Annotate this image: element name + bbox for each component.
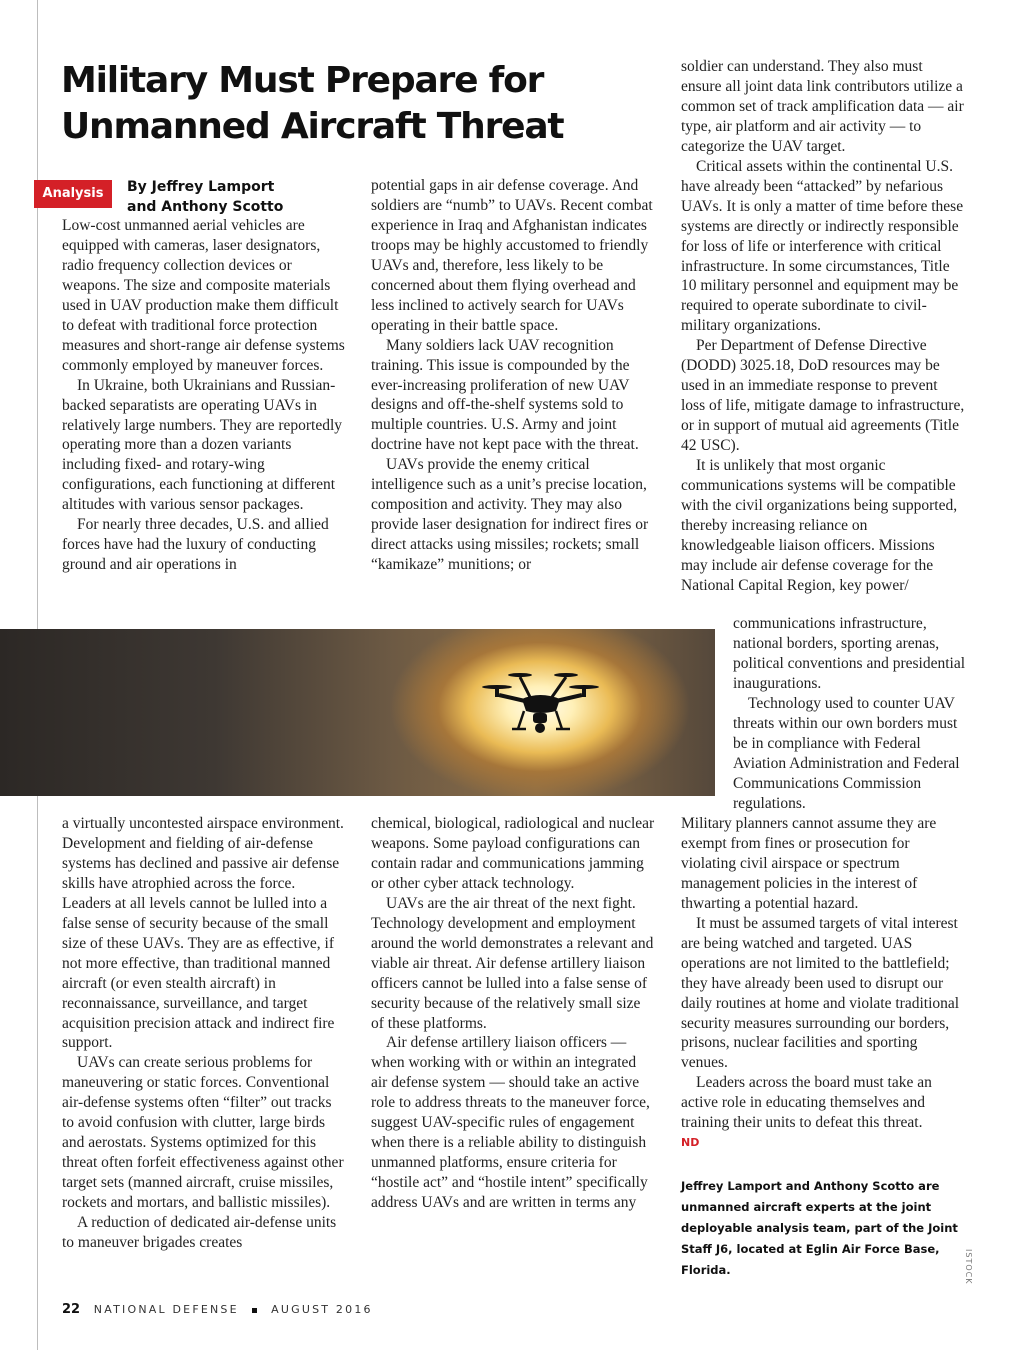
paragraph: chemical, biological, radiological and nuclear weapons. Some payload configurations can contain radar and communications jamming or other cyber attack technology. — [371, 815, 655, 892]
paragraph: Critical assets within the continental U.S. have already been “attacked” by nefarious UAVs. It is only a matter of time before these systems are directly or indirectly responsible for loss of life or interference with critical infrastructure. In some circumstances, Title 10 military personnel and equipment may be required to operate subordinate to civil-military organizations. — [681, 157, 964, 335]
headline-line-2: Unmanned Aircraft Threat — [61, 106, 564, 147]
paragraph: UAVs can create serious problems for maneuvering or static forces. Conventional air-defense systems often “filter” out tracks to avoid confusion with clutter, large birds and aerostats. Systems optimized for this threat often forfeit effectiveness against other target sets (manned aircraft, cruise missiles, rockets and mortars, and ballistic missiles). — [62, 1054, 344, 1212]
page-number: 22 — [62, 1302, 81, 1317]
issue-date: AUGUST 2016 — [271, 1303, 373, 1316]
column-3-bottom — [681, 814, 965, 1133]
paragraph: Per Department of Defense Directive (DODD) 3025.18, DoD resources may be used in an immediate response to prevent loss of life, mitigate damage to infrastructure, or in support of mutual aid agreements (Title 42 USC). — [681, 337, 965, 455]
paragraph: Many soldiers lack UAV recognition training. This issue is compounded by the ever-increasing proliferation of new UAV designs and off-the-shelf systems sold to multiple countries. U.S. Army and joint doctrine have not kept pace with the threat. — [371, 336, 639, 454]
paragraph: communications infrastructure, national borders, sporting arenas, political conventions and presidential inaugurations. — [733, 615, 966, 692]
column-1-bottom — [62, 814, 346, 1253]
paragraph: A reduction of dedicated air-defense units to maneuver brigades creates — [62, 1214, 337, 1252]
byline-line-2: and Anthony Scotto — [127, 199, 284, 215]
publication-name: NATIONAL DEFENSE — [93, 1303, 239, 1316]
paragraph: Low-cost unmanned aerial vehicles are equipped with cameras, laser designators, radio frequency collection devices or weapons. The size and composite materials used in UAV production make them difficult to defeat with traditional force protection measures and short-range air defense systems commonly employed by maneuver forces. — [62, 217, 345, 374]
column-2-bottom — [371, 814, 655, 1213]
paragraph: For nearly three decades, U.S. and allied forces have had the luxury of conducting ground and air operations in — [62, 516, 329, 574]
paragraph: In Ukraine, both Ukrainians and Russian-backed separatists are operating UAVs in relatively large numbers. They are reportedly operating more than a dozen variants including fixed- and rotary-wing configurations, each functioning at different altitudes with various sensor packages. — [62, 376, 343, 514]
byline — [127, 177, 347, 217]
byline-line-1: By Jeffrey Lamport — [127, 179, 275, 195]
end-mark: ND — [681, 1136, 700, 1149]
paragraph: UAVs are the air threat of the next fight. Technology development and employment around the world demonstrates a relevant and viable air threat. Air defense artillery liaison officers cannot be lulled into a false sense of security because of the relatively small size of these platforms. — [371, 894, 654, 1032]
drone-silhouette-icon — [0, 629, 715, 796]
page-footer — [62, 1302, 373, 1317]
column-3-top — [681, 57, 965, 596]
article-headline — [61, 58, 601, 150]
section-tag: Analysis — [34, 180, 112, 208]
paragraph: soldier can understand. They also must ensure all joint data link contributors utilize a common set of track amplification data — air type, air platform and air activity — to categorize the UAV target. — [681, 58, 964, 155]
column-3-wrap — [733, 614, 965, 814]
paragraph: Military planners cannot assume they are exempt from fines or prosecution for violating civil airspace or spectrum management policies in the interest of thwarting a potential hazard. — [681, 815, 937, 912]
column-2-top — [371, 176, 655, 575]
footer-separator — [252, 1308, 257, 1313]
paragraph: Leaders across the board must take an active role in educating themselves and training their units to defeat this threat. — [681, 1074, 932, 1132]
column-1-top — [62, 216, 346, 575]
paragraph: UAVs provide the enemy critical intelligence such as a unit’s precise location, composition and activity. They may also provide laser designation for indirect fires or direct attacks using missiles; rockets; small “kamikaze” munitions; or — [371, 456, 649, 574]
headline-line-1: Military Must Prepare for — [61, 60, 544, 101]
paragraph: It is unlikely that most organic communications systems will be compatible with the civil organizations being supported, thereby increasing reliance on knowledgeable liaison officers. Missions may include air defense coverage for the National Capital Region, key power/ — [681, 457, 958, 594]
paragraph: It must be assumed targets of vital interest are being watched and targeted. UAS operations are not limited to the battlefield; they have already been used to disrupt our daily routines at home and violate traditional security measures surrounding our borders, prisons, nuclear facilities and sporting venues. — [681, 914, 960, 1072]
drone-photo — [0, 629, 715, 796]
paragraph: a virtually uncontested airspace environment. Development and fielding of air-defense systems has declined and passive air defense skills have atrophied across the force. Leaders at all levels cannot be lulled into a false sense of security because of the small size of these UAVs. They are as effective, if not more effective, than traditional manned aircraft (or even stealth aircraft) in reconnaissance, surveillance, and target acquisition precision attack and indirect fire support. — [62, 815, 344, 1052]
paragraph: Air defense artillery liaison officers — when working with or within an integrated air defense system — should take an active role to address threats to the maneuver force, suggest UAV-specific rules of engagement when there is a reliable ability to distinguish unmanned platforms, ensure criteria for “hostile act” and “hostile intent” specifically address UAVs and are written in terms any — [371, 1034, 650, 1212]
paragraph: potential gaps in air defense coverage. And soldiers are “numb” to UAVs. Recent combat experience in Iraq and Afghanistan indicates troops may be highly accustomed to friendly UAVs and, therefore, less likely to be concerned about them flying overhead and less inclined to actively search for UAVs operating in their battle space. — [371, 177, 653, 334]
photo-credit: ISTOCK — [964, 1249, 973, 1285]
paragraph: Technology used to counter UAV threats within our own borders must be in compliance with Federal Aviation Administration and Federal Communications Commission regulations. — [733, 694, 960, 812]
author-bio: Jeffrey Lamport and Anthony Scotto are unmanned aircraft experts at the joint deployable analysis team, part of the Joint Staff J6, located at Eglin Air Force Base, Florida. — [681, 1179, 958, 1277]
